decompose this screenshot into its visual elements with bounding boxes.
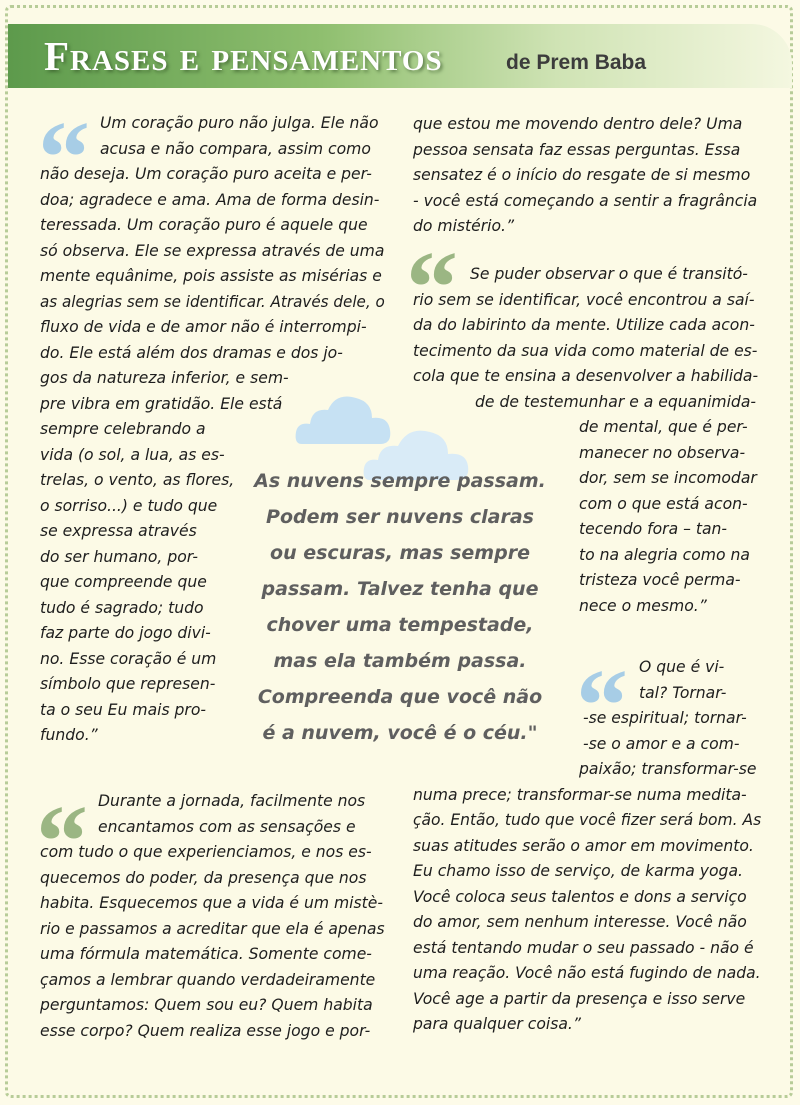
quote-four xyxy=(413,655,761,1038)
quote-mark-icon: “ xyxy=(36,790,88,850)
text-line: Um coração puro não julga. Ele não xyxy=(100,114,379,132)
text-line: acusa e não compara, assim como xyxy=(100,139,371,158)
pull-quote-line: As nuvens sempre passam. xyxy=(254,470,546,492)
pull-quote-line: ou escuras, mas sempre xyxy=(270,542,530,564)
text-line: sensatez é o início do resgate de si mesmo xyxy=(413,166,751,184)
text-line: de mental, que é per- xyxy=(579,418,748,436)
text-line: Você coloca seus talentos e dons a serviço xyxy=(413,887,747,906)
text-line: tecendo fora – tan- xyxy=(579,520,728,538)
text-line: fundo.” xyxy=(40,726,98,744)
pull-quote-line: Podem ser nuvens claras xyxy=(266,506,534,528)
text-line: encantamos com as sensações e xyxy=(98,817,356,836)
text-line: só observa. Ele se expressa através de uma xyxy=(40,241,385,260)
quote-two xyxy=(40,789,385,1044)
text-line: o sorriso...) e tudo que xyxy=(40,496,218,515)
text-line: vida (o sol, a lua, as es- xyxy=(40,445,225,464)
text-line: de de testemunhar e a equanimida- xyxy=(475,392,757,411)
text-line: O que é vi- xyxy=(639,658,725,676)
text-line: uma reação. Você não está fugindo de nada. xyxy=(413,964,761,982)
text-line: rio sem se identificar, você encontrou a saí- xyxy=(413,290,755,309)
text-line: tal? Tornar- xyxy=(639,683,727,702)
pull-quote-line: Compreenda que você não xyxy=(257,686,543,708)
text-line: quecemos do poder, da presença que nos xyxy=(40,868,367,887)
text-line: que estou me movendo dentro dele? Uma xyxy=(413,115,743,133)
text-line: tudo é sagrado; tudo xyxy=(40,598,204,617)
pull-quote-line: é a nuvem, você é o céu." xyxy=(262,722,538,744)
text-line: no. Esse coração é um xyxy=(40,649,217,668)
text-line: do. Ele está além dos dramas e dos jo- xyxy=(40,343,343,362)
text-line: da do labirinto da mente. Utilize cada acon- xyxy=(413,316,755,334)
quote-mark-icon: “ xyxy=(406,236,458,296)
author-byline: de Prem Baba xyxy=(506,51,647,74)
text-line: uma fórmula matemática. Somente come- xyxy=(40,945,372,963)
text-line: rio e passamos a acreditar que ela é apenas xyxy=(40,919,385,938)
text-line: para qualquer coisa.” xyxy=(413,1015,581,1033)
quote-mark-icon: “ xyxy=(576,654,628,714)
text-line: do ser humano, por- xyxy=(40,547,198,566)
text-line: trelas, o vento, as flores, xyxy=(40,471,235,489)
text-line: ta o seu Eu mais pro- xyxy=(40,700,207,719)
text-line: fluxo de vida e de amor não é interrompi- xyxy=(40,318,367,336)
text-line: suas atitudes serão o amor em movimento. xyxy=(413,836,754,855)
text-line: perguntamos: Quem sou eu? Quem habita xyxy=(40,996,373,1014)
text-line: esse corpo? Quem realiza esse jogo e por- xyxy=(40,1021,371,1040)
text-line: -se espiritual; tornar- xyxy=(583,709,747,727)
text-line: doa; agradece e ama. Ama de forma desin- xyxy=(40,190,380,209)
text-line: Durante a jornada, facilmente nos xyxy=(98,792,366,810)
text-line: numa prece; transformar-se numa medita- xyxy=(413,785,747,804)
page-title: Frases e pensamentos xyxy=(44,33,443,79)
text-line: gos da natureza inferior, e sem- xyxy=(40,369,289,387)
text-line: do mistério.” xyxy=(413,217,515,235)
text-line: se expressa através xyxy=(40,522,197,540)
text-line: -se o amor e a com- xyxy=(583,734,740,753)
text-line: Eu chamo isso de serviço, de karma yoga. xyxy=(413,862,743,880)
quote-two-continuation xyxy=(413,112,761,240)
text-line: cola que te ensina a desenvolver a habilida- xyxy=(413,367,759,385)
text-line: do amor, sem nenhum interesse. Você não xyxy=(413,913,747,931)
text-line: dor, sem se incomodar xyxy=(579,469,757,487)
text-line: com o que está acon- xyxy=(579,494,748,513)
text-line: to na alegria como na xyxy=(579,545,750,564)
text-line: símbolo que represen- xyxy=(40,675,216,693)
text-line: - você está começando a sentir a fragrância xyxy=(413,191,758,210)
text-line: tristeza você perma- xyxy=(579,571,741,589)
text-line: çamos a lembrar quando verdadeiramente xyxy=(40,970,376,989)
pull-quote-line: passam. Talvez tenha que xyxy=(261,578,539,600)
text-line: manecer no observa- xyxy=(579,443,746,462)
text-line: habita. Esquecemos que a vida é um mistè- xyxy=(40,894,383,912)
text-line: mente equânime, pois assiste as misérias e xyxy=(40,267,382,285)
text-line: não deseja. Um coração puro aceita e per- xyxy=(40,165,372,183)
text-line: tecimento da sua vida como material de es- xyxy=(413,341,758,360)
text-line: as alegrias sem se identificar. Através dele, o xyxy=(40,292,385,311)
text-line: Você age a partir da presença e isso serve xyxy=(413,989,746,1008)
text-line: ção. Então, tudo que você fizer será bom. As xyxy=(413,811,762,829)
text-line: está tentando mudar o seu passado - não é xyxy=(413,938,754,957)
pull-quote-line: mas ela também passa. xyxy=(273,650,527,672)
text-line: teressada. Um coração puro é aquele que xyxy=(40,216,368,234)
text-line: pessoa sensata faz essas perguntas. Essa xyxy=(413,140,741,159)
text-line: faz parte do jogo divi- xyxy=(40,624,211,642)
text-line: com tudo o que experienciamos, e nos es- xyxy=(40,843,372,861)
text-line: sempre celebrando a xyxy=(40,420,206,438)
text-line: que compreende que xyxy=(40,573,207,591)
text-line: paixão; transformar-se xyxy=(579,760,757,778)
text-line: pre vibra em gratidão. Ele está xyxy=(40,394,283,413)
text-line: nece o mesmo.” xyxy=(579,596,707,615)
pull-quote-line: chover uma tempestade, xyxy=(266,614,534,636)
quote-mark-icon: “ xyxy=(38,106,90,166)
text-line: Se puder observar o que é transitó- xyxy=(470,265,748,283)
